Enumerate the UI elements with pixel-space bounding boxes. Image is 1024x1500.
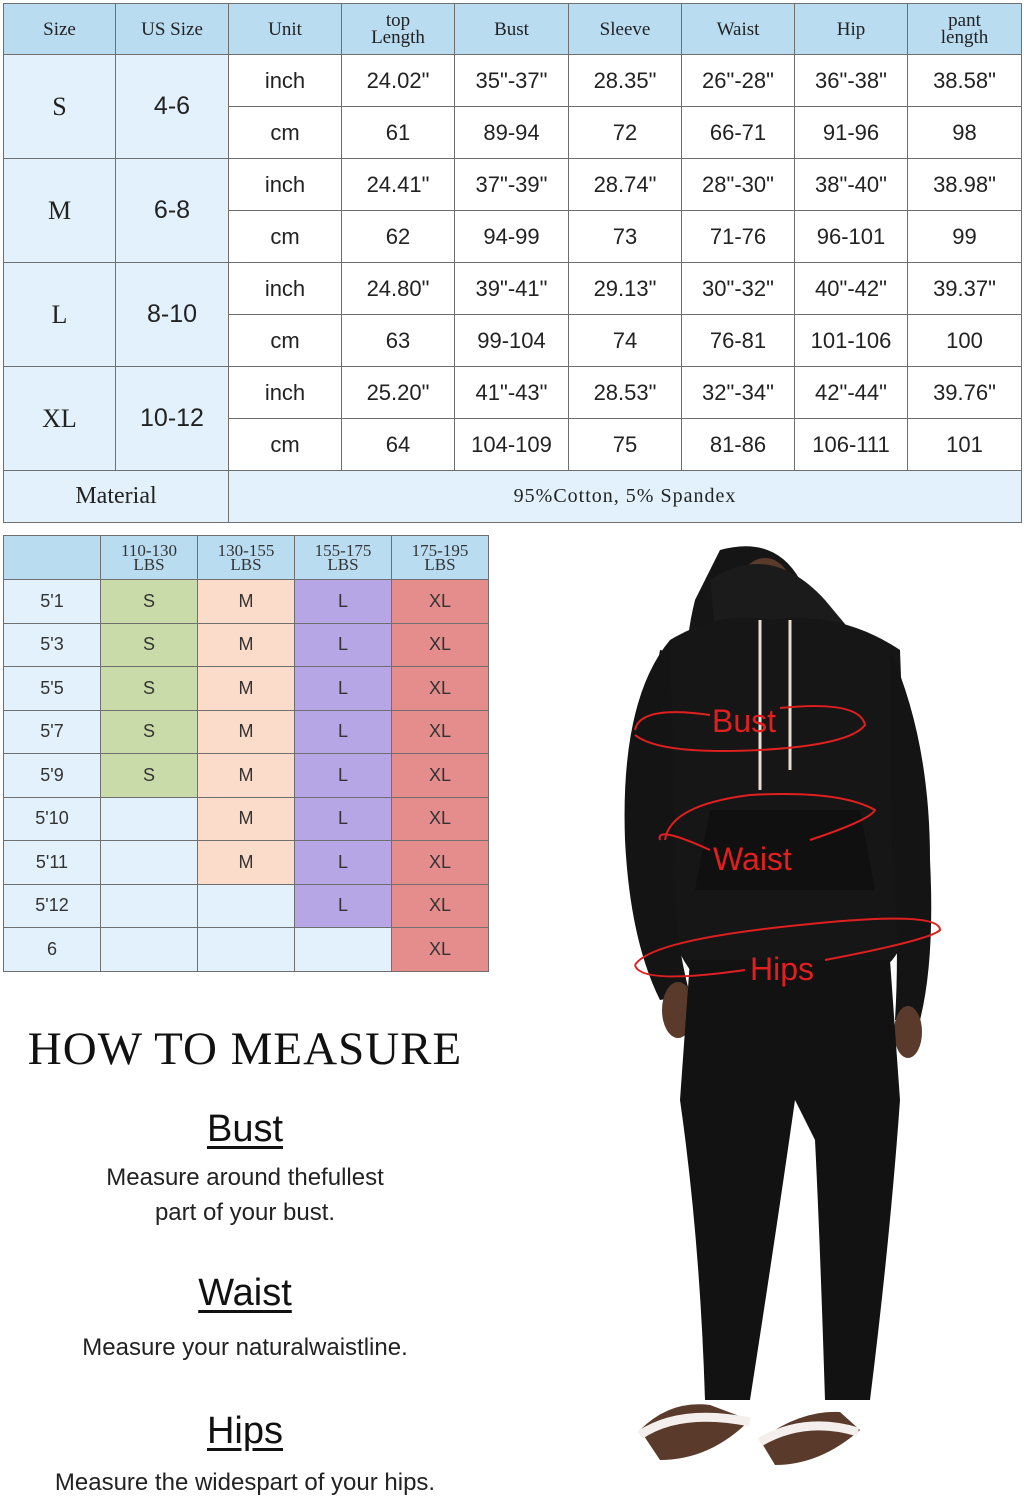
cell: 28.35" bbox=[569, 55, 682, 107]
fit-cell: S bbox=[101, 667, 198, 711]
fit-cell: M bbox=[198, 580, 295, 624]
cell: 39.37" bbox=[908, 263, 1022, 315]
cell: 73 bbox=[569, 211, 682, 263]
fit-cell: S bbox=[101, 710, 198, 754]
cell: 25.20" bbox=[342, 367, 455, 419]
cell: 28.53" bbox=[569, 367, 682, 419]
fit-cell: M bbox=[198, 710, 295, 754]
height-label: 5'7 bbox=[4, 710, 101, 754]
fit-cell: XL bbox=[392, 797, 489, 841]
fit-cell: L bbox=[295, 623, 392, 667]
cell: cm bbox=[229, 315, 342, 367]
cell: inch bbox=[229, 263, 342, 315]
us-size: 4-6 bbox=[116, 55, 229, 159]
weight-header: 110-130 LBS bbox=[101, 536, 198, 580]
fit-cell: L bbox=[295, 754, 392, 798]
cell: inch bbox=[229, 55, 342, 107]
fit-cell: M bbox=[198, 667, 295, 711]
hips-label: Hips bbox=[750, 951, 815, 987]
size-label: S bbox=[4, 55, 116, 159]
table-row bbox=[4, 159, 1022, 211]
fit-cell bbox=[101, 841, 198, 885]
fit-cell: XL bbox=[392, 580, 489, 624]
cell: 100 bbox=[908, 315, 1022, 367]
table-row bbox=[4, 754, 489, 798]
size-label: XL bbox=[4, 367, 116, 471]
fit-cell: L bbox=[295, 580, 392, 624]
bust-label: Bust bbox=[712, 703, 777, 739]
cell: 32"-34" bbox=[682, 367, 795, 419]
cell: 62 bbox=[342, 211, 455, 263]
header-unit: Unit bbox=[229, 4, 342, 55]
size-chart-table bbox=[3, 3, 1022, 523]
material-label: Material bbox=[4, 471, 229, 523]
waist-label: Waist bbox=[713, 841, 792, 877]
fit-cell: S bbox=[101, 623, 198, 667]
cell: 94-99 bbox=[455, 211, 569, 263]
table-row bbox=[4, 55, 1022, 107]
table-row bbox=[4, 841, 489, 885]
fit-cell: XL bbox=[392, 623, 489, 667]
header-hip: Hip bbox=[795, 4, 908, 55]
cell: 37"-39" bbox=[455, 159, 569, 211]
cell: 61 bbox=[342, 107, 455, 159]
model-figure bbox=[600, 540, 980, 1500]
cell: cm bbox=[229, 211, 342, 263]
weight-header: 155-175 LBS bbox=[295, 536, 392, 580]
cell: 72 bbox=[569, 107, 682, 159]
us-size: 6-8 bbox=[116, 159, 229, 263]
cell: 66-71 bbox=[682, 107, 795, 159]
fit-cell: XL bbox=[392, 710, 489, 754]
cell: 36"-38" bbox=[795, 55, 908, 107]
header-waist: Waist bbox=[682, 4, 795, 55]
model-silhouette bbox=[625, 546, 932, 1465]
cell: 30"-32" bbox=[682, 263, 795, 315]
cell: 24.02" bbox=[342, 55, 455, 107]
cell: 89-94 bbox=[455, 107, 569, 159]
fit-cell: XL bbox=[392, 928, 489, 972]
cell: 40"-42" bbox=[795, 263, 908, 315]
waist-instructions: Measure your naturalwaistline. bbox=[82, 1334, 408, 1361]
fit-cell: M bbox=[198, 797, 295, 841]
fit-chart-table bbox=[3, 535, 489, 972]
cell: 76-81 bbox=[682, 315, 795, 367]
fit-cell: L bbox=[295, 841, 392, 885]
cell: 42"-44" bbox=[795, 367, 908, 419]
cell: 98 bbox=[908, 107, 1022, 159]
cell: 38.58" bbox=[908, 55, 1022, 107]
fit-cell bbox=[198, 884, 295, 928]
cell: 101 bbox=[908, 419, 1022, 471]
cell: inch bbox=[229, 367, 342, 419]
fit-cell: XL bbox=[392, 667, 489, 711]
height-label: 5'12 bbox=[4, 884, 101, 928]
us-size: 10-12 bbox=[116, 367, 229, 471]
height-label: 6 bbox=[4, 928, 101, 972]
header-size: Size bbox=[4, 4, 116, 55]
weight-header: 130-155 LBS bbox=[198, 536, 295, 580]
cell: 41"-43" bbox=[455, 367, 569, 419]
fit-cell: L bbox=[295, 884, 392, 928]
cell: 28"-30" bbox=[682, 159, 795, 211]
cell: 63 bbox=[342, 315, 455, 367]
height-label: 5'10 bbox=[4, 797, 101, 841]
cell: 39.76" bbox=[908, 367, 1022, 419]
table-row bbox=[4, 580, 489, 624]
table-row bbox=[4, 710, 489, 754]
fit-cell: L bbox=[295, 797, 392, 841]
cell: 24.41" bbox=[342, 159, 455, 211]
material-row bbox=[4, 471, 1022, 523]
cell: 39"-41" bbox=[455, 263, 569, 315]
cell: 101-106 bbox=[795, 315, 908, 367]
fit-cell: XL bbox=[392, 841, 489, 885]
cell: cm bbox=[229, 419, 342, 471]
cell: 35"-37" bbox=[455, 55, 569, 107]
header-us-size: US Size bbox=[116, 4, 229, 55]
cell: 91-96 bbox=[795, 107, 908, 159]
size-chart-header-row bbox=[4, 4, 1022, 55]
cell: 38.98" bbox=[908, 159, 1022, 211]
header-sleeve: Sleeve bbox=[569, 4, 682, 55]
fit-chart-corner bbox=[4, 536, 101, 580]
cell: cm bbox=[229, 107, 342, 159]
header-top-length: top Length bbox=[342, 4, 455, 55]
fit-cell: L bbox=[295, 710, 392, 754]
waist-heading: Waist bbox=[198, 1272, 292, 1314]
table-row bbox=[4, 797, 489, 841]
material-value: 95%Cotton, 5% Spandex bbox=[229, 471, 1022, 523]
table-row bbox=[4, 263, 1022, 315]
us-size: 8-10 bbox=[116, 263, 229, 367]
fit-cell: S bbox=[101, 754, 198, 798]
table-row bbox=[4, 928, 489, 972]
cell: 81-86 bbox=[682, 419, 795, 471]
header-bust: Bust bbox=[455, 4, 569, 55]
fit-cell: L bbox=[295, 667, 392, 711]
cell: 96-101 bbox=[795, 211, 908, 263]
header-pant-length: pant length bbox=[908, 4, 1022, 55]
fit-cell: XL bbox=[392, 884, 489, 928]
fit-cell bbox=[101, 928, 198, 972]
table-row bbox=[4, 884, 489, 928]
weight-header: 175-195 LBS bbox=[392, 536, 489, 580]
cell: 64 bbox=[342, 419, 455, 471]
hips-heading: Hips bbox=[206, 1410, 284, 1452]
cell: 24.80" bbox=[342, 263, 455, 315]
cell: 75 bbox=[569, 419, 682, 471]
bust-instructions: Measure around thefullest part of your bust. bbox=[106, 1164, 384, 1226]
cell: 104-109 bbox=[455, 419, 569, 471]
fit-cell bbox=[198, 928, 295, 972]
table-row bbox=[4, 367, 1022, 419]
cell: 38"-40" bbox=[795, 159, 908, 211]
hips-instructions: Measure the widespart of your hips. bbox=[54, 1469, 436, 1496]
fit-chart-body bbox=[4, 580, 489, 972]
height-label: 5'1 bbox=[4, 580, 101, 624]
fit-cell bbox=[101, 884, 198, 928]
table-row bbox=[4, 623, 489, 667]
cell: 106-111 bbox=[795, 419, 908, 471]
height-label: 5'5 bbox=[4, 667, 101, 711]
size-label: L bbox=[4, 263, 116, 367]
cell: 29.13" bbox=[569, 263, 682, 315]
fit-cell: M bbox=[198, 841, 295, 885]
cell: 99-104 bbox=[455, 315, 569, 367]
cell: 26"-28" bbox=[682, 55, 795, 107]
fit-chart-header-row bbox=[4, 536, 489, 580]
fit-cell: XL bbox=[392, 754, 489, 798]
cell: 74 bbox=[569, 315, 682, 367]
fit-cell: M bbox=[198, 623, 295, 667]
height-label: 5'3 bbox=[4, 623, 101, 667]
cell: 71-76 bbox=[682, 211, 795, 263]
fit-cell bbox=[295, 928, 392, 972]
cell: 28.74" bbox=[569, 159, 682, 211]
size-label: M bbox=[4, 159, 116, 263]
fit-cell: S bbox=[101, 580, 198, 624]
fit-cell bbox=[101, 797, 198, 841]
how-to-measure-title: HOW TO MEASURE bbox=[27, 1023, 463, 1075]
table-row bbox=[4, 667, 489, 711]
fit-cell: M bbox=[198, 754, 295, 798]
height-label: 5'11 bbox=[4, 841, 101, 885]
height-label: 5'9 bbox=[4, 754, 101, 798]
cell: inch bbox=[229, 159, 342, 211]
cell: 99 bbox=[908, 211, 1022, 263]
bust-heading: Bust bbox=[206, 1108, 284, 1150]
